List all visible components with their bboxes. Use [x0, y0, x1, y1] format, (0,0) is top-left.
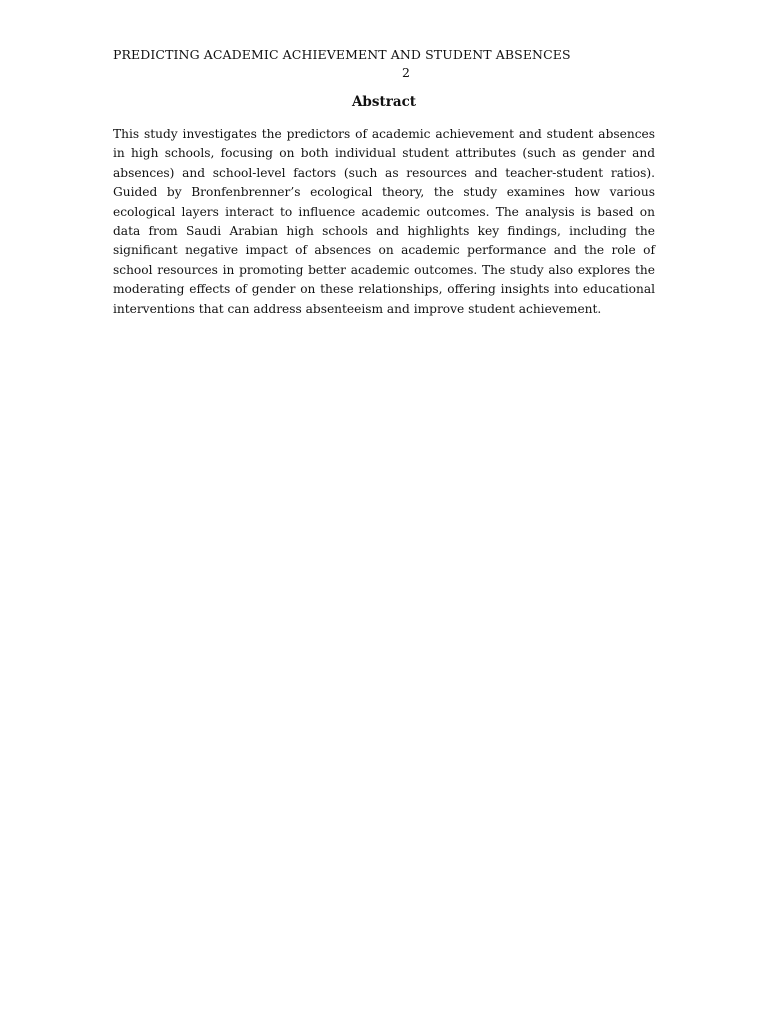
abstract-body: This study investigates the predictors of academic achievement and student absences in high schools, focusing on both individual student attributes (such as gender and absences) and school-level factors (such as resources and teacher-student ratios). Guided by Bronfenbrenner’s ecological theory, the study examines how various ecological layers interact to influence academic outcomes. The analysis is based on data from Saudi Arabian high schools and highlights key findings, including the significant negative impact of absences on academic performance and the role of school resources in promoting better academic outcomes. The study also explores the moderating effects of gender on these relationships, offering insights into educational interventions that can address absenteeism and improve student achievement.: [113, 127, 655, 316]
running-head: PREDICTING ACADEMIC ACHIEVEMENT AND STUDENT ABSENCES: [113, 47, 571, 62]
abstract-heading: Abstract: [351, 94, 417, 110]
page-number: 2: [402, 65, 410, 80]
